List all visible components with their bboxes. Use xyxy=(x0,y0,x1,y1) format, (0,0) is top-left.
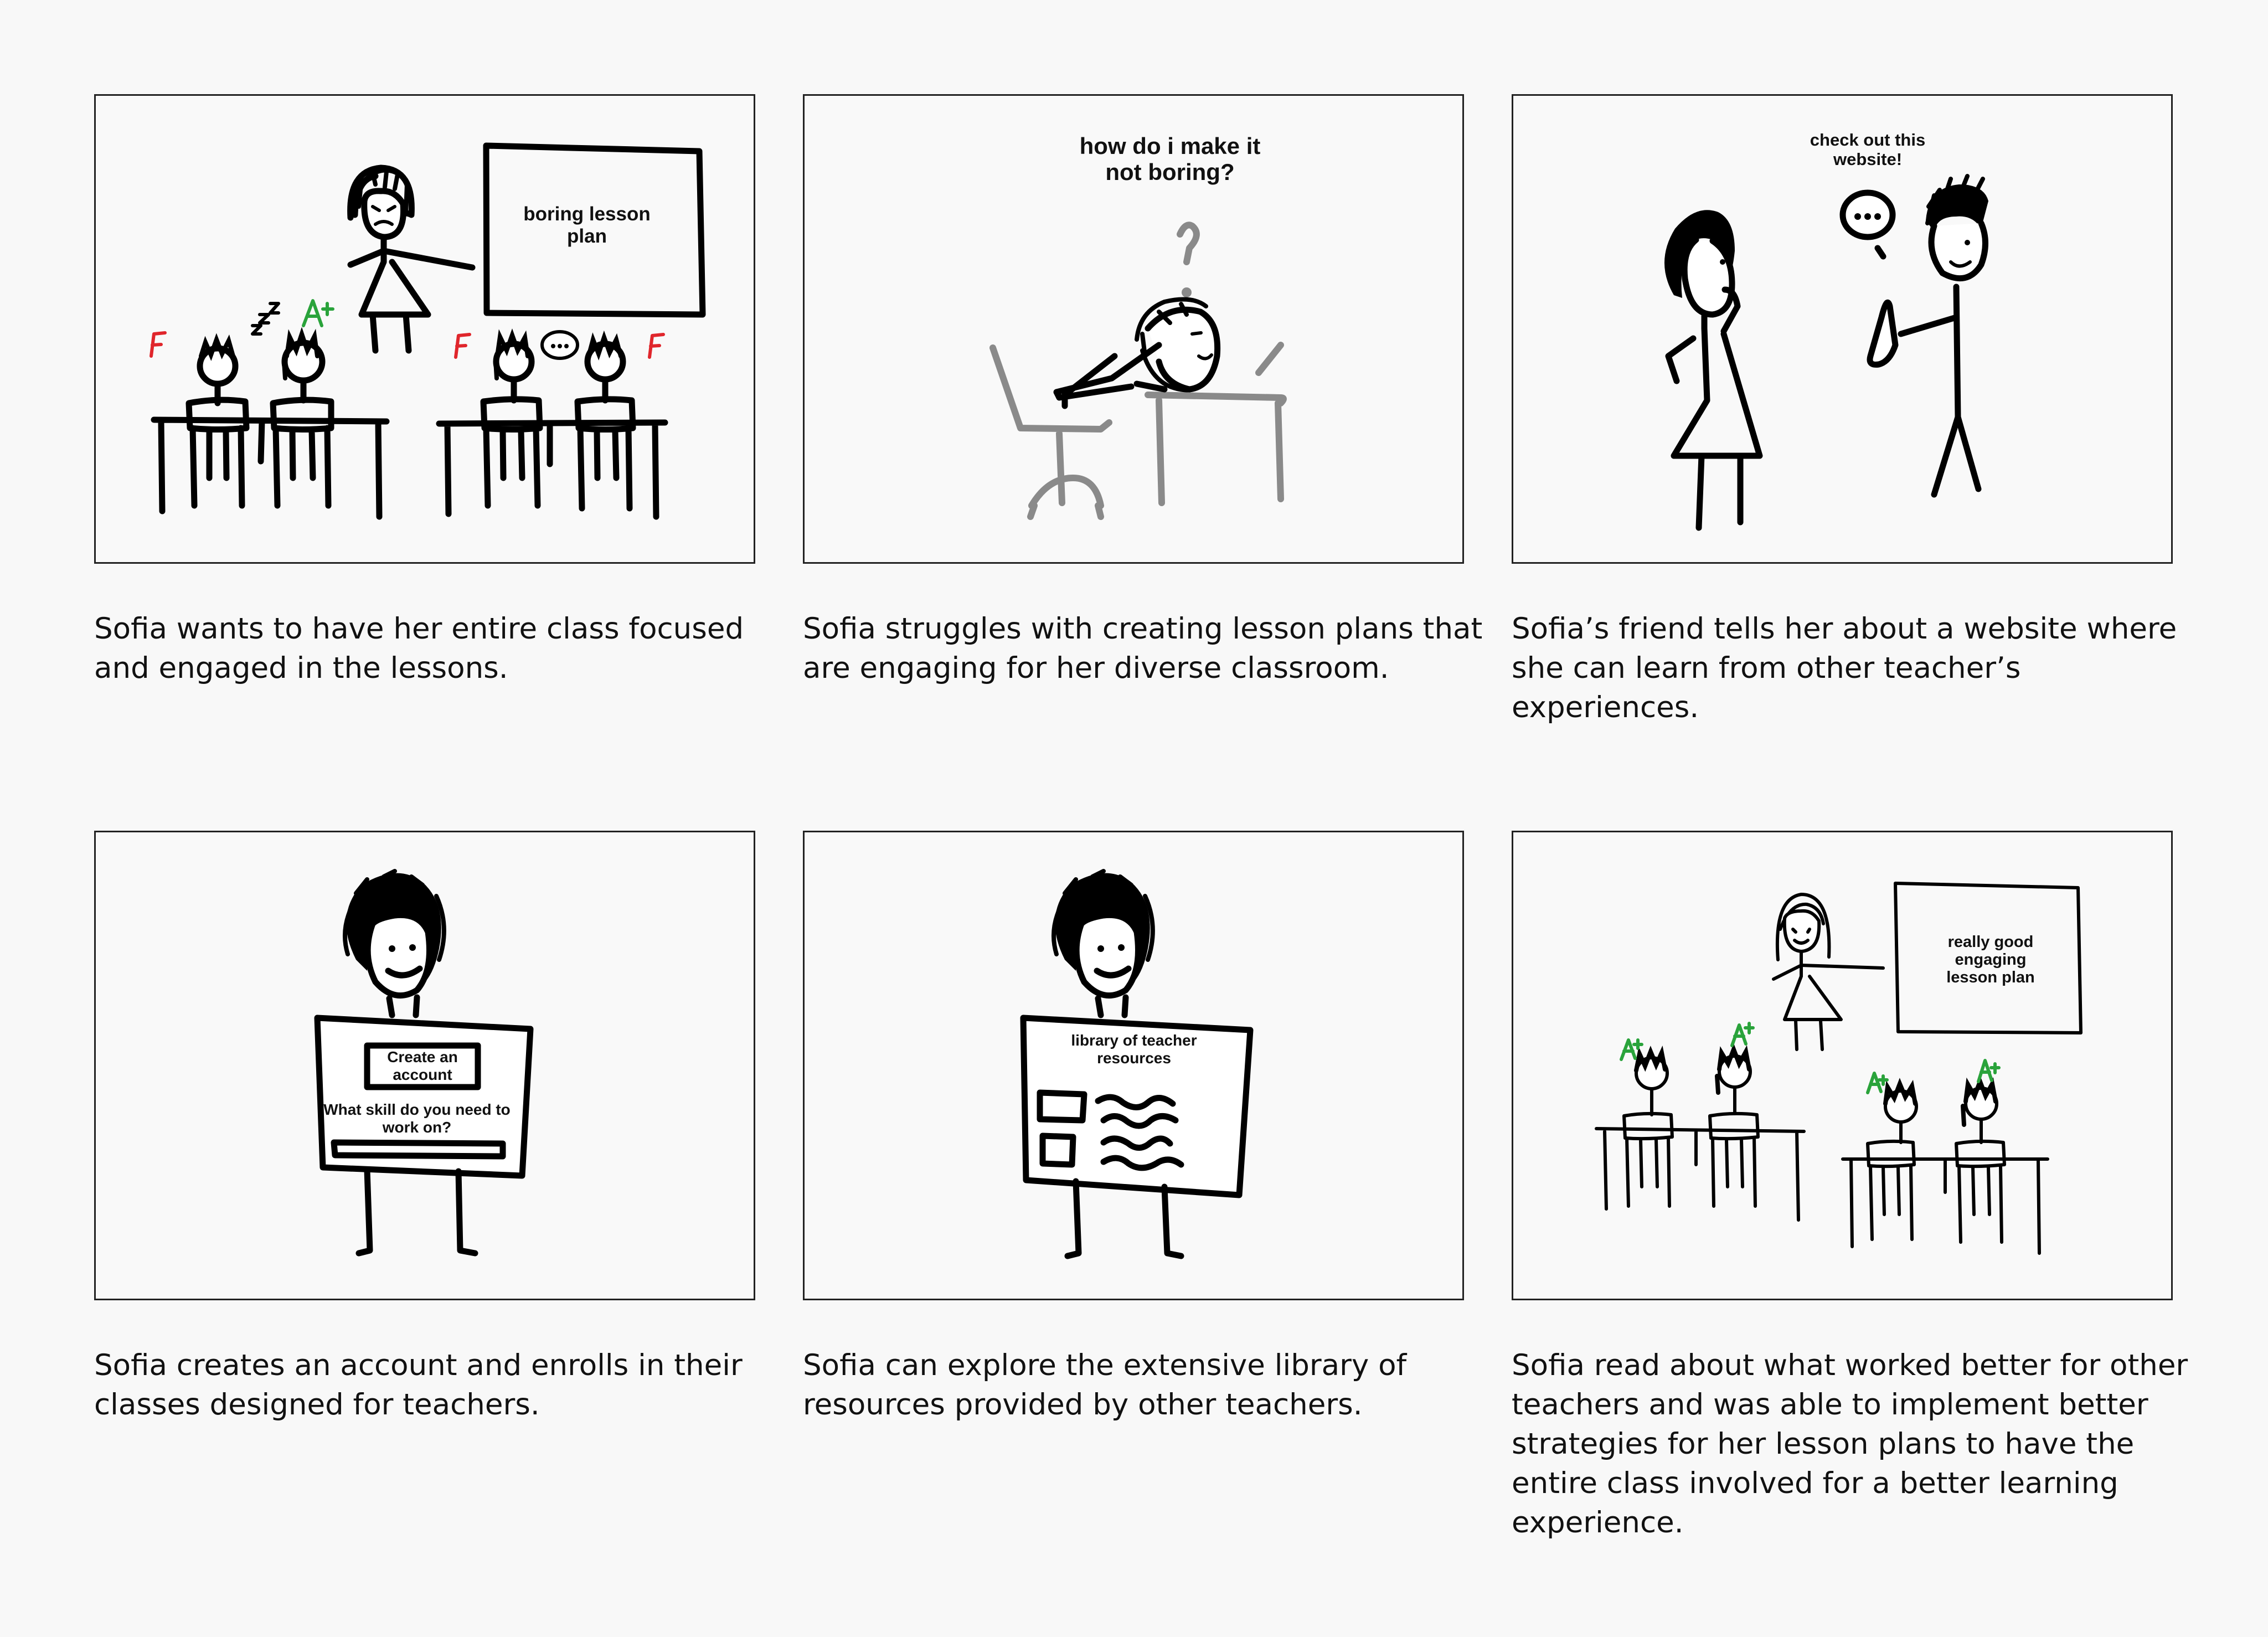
panel-1-drawing xyxy=(96,96,755,564)
storyboard-panel-2 xyxy=(803,94,1464,564)
panel-5-drawing xyxy=(805,832,1464,1300)
legs xyxy=(359,1170,475,1253)
caption-line: Sofia struggles with creating lesson plans that xyxy=(803,612,1483,646)
storyboard-panel-3 xyxy=(1512,94,2173,564)
caption-line: Sofia read about what worked better for other xyxy=(1512,1348,2188,1382)
caption-line: Sofia wants to have her entire class focused xyxy=(94,612,744,646)
question-mark-icon xyxy=(1180,225,1197,262)
grade-f-mark xyxy=(650,334,663,357)
sofia-figure xyxy=(345,871,444,1015)
speech-line-1: check out this xyxy=(1810,130,1926,150)
board-label-line-1: boring lesson xyxy=(523,203,651,225)
panel-4-drawing xyxy=(96,832,755,1300)
panel-5-caption xyxy=(803,1346,1484,1424)
grade-a-plus-mark xyxy=(1868,1073,1887,1093)
desk-group-left xyxy=(154,334,386,517)
board-label-line-2: engaging xyxy=(1955,951,2027,969)
caption-line: classes designed for teachers. xyxy=(94,1388,540,1422)
caption-line: resources provided by other teachers. xyxy=(803,1388,1363,1422)
speech-line-2: website! xyxy=(1833,150,1903,169)
storyboard-panel-5 xyxy=(803,831,1464,1300)
grade-f-mark xyxy=(151,333,165,356)
caption-line: Sofia creates an account and enrolls in their xyxy=(94,1348,743,1382)
sleeping-zzz-icon xyxy=(252,303,279,334)
caption-line: she can learn from other teacher’s experiences. xyxy=(1512,651,2021,724)
panel-1-caption xyxy=(94,609,775,688)
storyboard-panel-1 xyxy=(94,94,755,564)
caption-line: teachers and was able to implement better xyxy=(1512,1388,2148,1422)
board-label-line-2: plan xyxy=(567,225,607,247)
grade-f-mark xyxy=(456,334,470,357)
panel-3-drawing xyxy=(1513,96,2173,564)
thought-line-1: how do i make it xyxy=(1079,133,1261,159)
caption-line: entire class involved for a better learning xyxy=(1512,1466,2118,1500)
panel-2-caption xyxy=(803,609,1484,688)
library-title-line-1: library of teacher xyxy=(1071,1032,1197,1049)
create-account-label-line-2: account xyxy=(393,1066,452,1083)
grade-a-plus-mark xyxy=(303,301,333,326)
grade-a-plus-mark xyxy=(1978,1061,1999,1082)
panel-3-caption xyxy=(1512,609,2193,727)
desk-group-right xyxy=(1843,1082,2048,1253)
grade-a-plus-mark xyxy=(1732,1023,1753,1046)
panel-6-caption xyxy=(1512,1346,2193,1542)
angry-teacher-figure xyxy=(350,168,472,351)
caption-line: Sofia’s friend tells her about a website where xyxy=(1512,612,2177,646)
skill-input-field xyxy=(334,1142,503,1156)
skill-question-line-2: work on? xyxy=(382,1119,452,1136)
thought-line-2: not boring? xyxy=(1105,159,1235,185)
caption-line: Sofia can explore the extensive library of xyxy=(803,1348,1407,1382)
storyboard-panel-6 xyxy=(1512,831,2173,1300)
phone-icon xyxy=(1870,302,1895,364)
panel-6-drawing xyxy=(1513,832,2173,1300)
speech-bubble-icon xyxy=(1843,193,1893,256)
caption-line: strategies for her lesson plans to have the xyxy=(1512,1427,2135,1461)
board-label-line-1: really good xyxy=(1947,933,2034,951)
caption-line: experience. xyxy=(1512,1506,1684,1540)
legs xyxy=(1068,1181,1181,1256)
desk-group-right xyxy=(439,332,665,517)
board-label-line-3: lesson plan xyxy=(1946,969,2035,986)
caption-line: are engaging for her diverse classroom. xyxy=(803,651,1389,685)
create-account-label-line-1: Create an xyxy=(387,1048,458,1065)
sofia-figure xyxy=(1664,210,1760,528)
panel-4-caption xyxy=(94,1346,775,1424)
desk-group-left xyxy=(1596,1049,1804,1220)
frustrated-teacher-figure xyxy=(1056,300,1218,406)
skill-question-line-1: What skill do you need to xyxy=(323,1101,511,1118)
sofia-figure xyxy=(1054,871,1153,1015)
panel-2-drawing xyxy=(805,96,1464,564)
library-title-line-2: resources xyxy=(1097,1049,1171,1067)
happy-teacher-figure xyxy=(1774,894,1883,1049)
storyboard-panel-4 xyxy=(94,831,755,1300)
caption-line: and engaged in the lessons. xyxy=(94,651,508,685)
